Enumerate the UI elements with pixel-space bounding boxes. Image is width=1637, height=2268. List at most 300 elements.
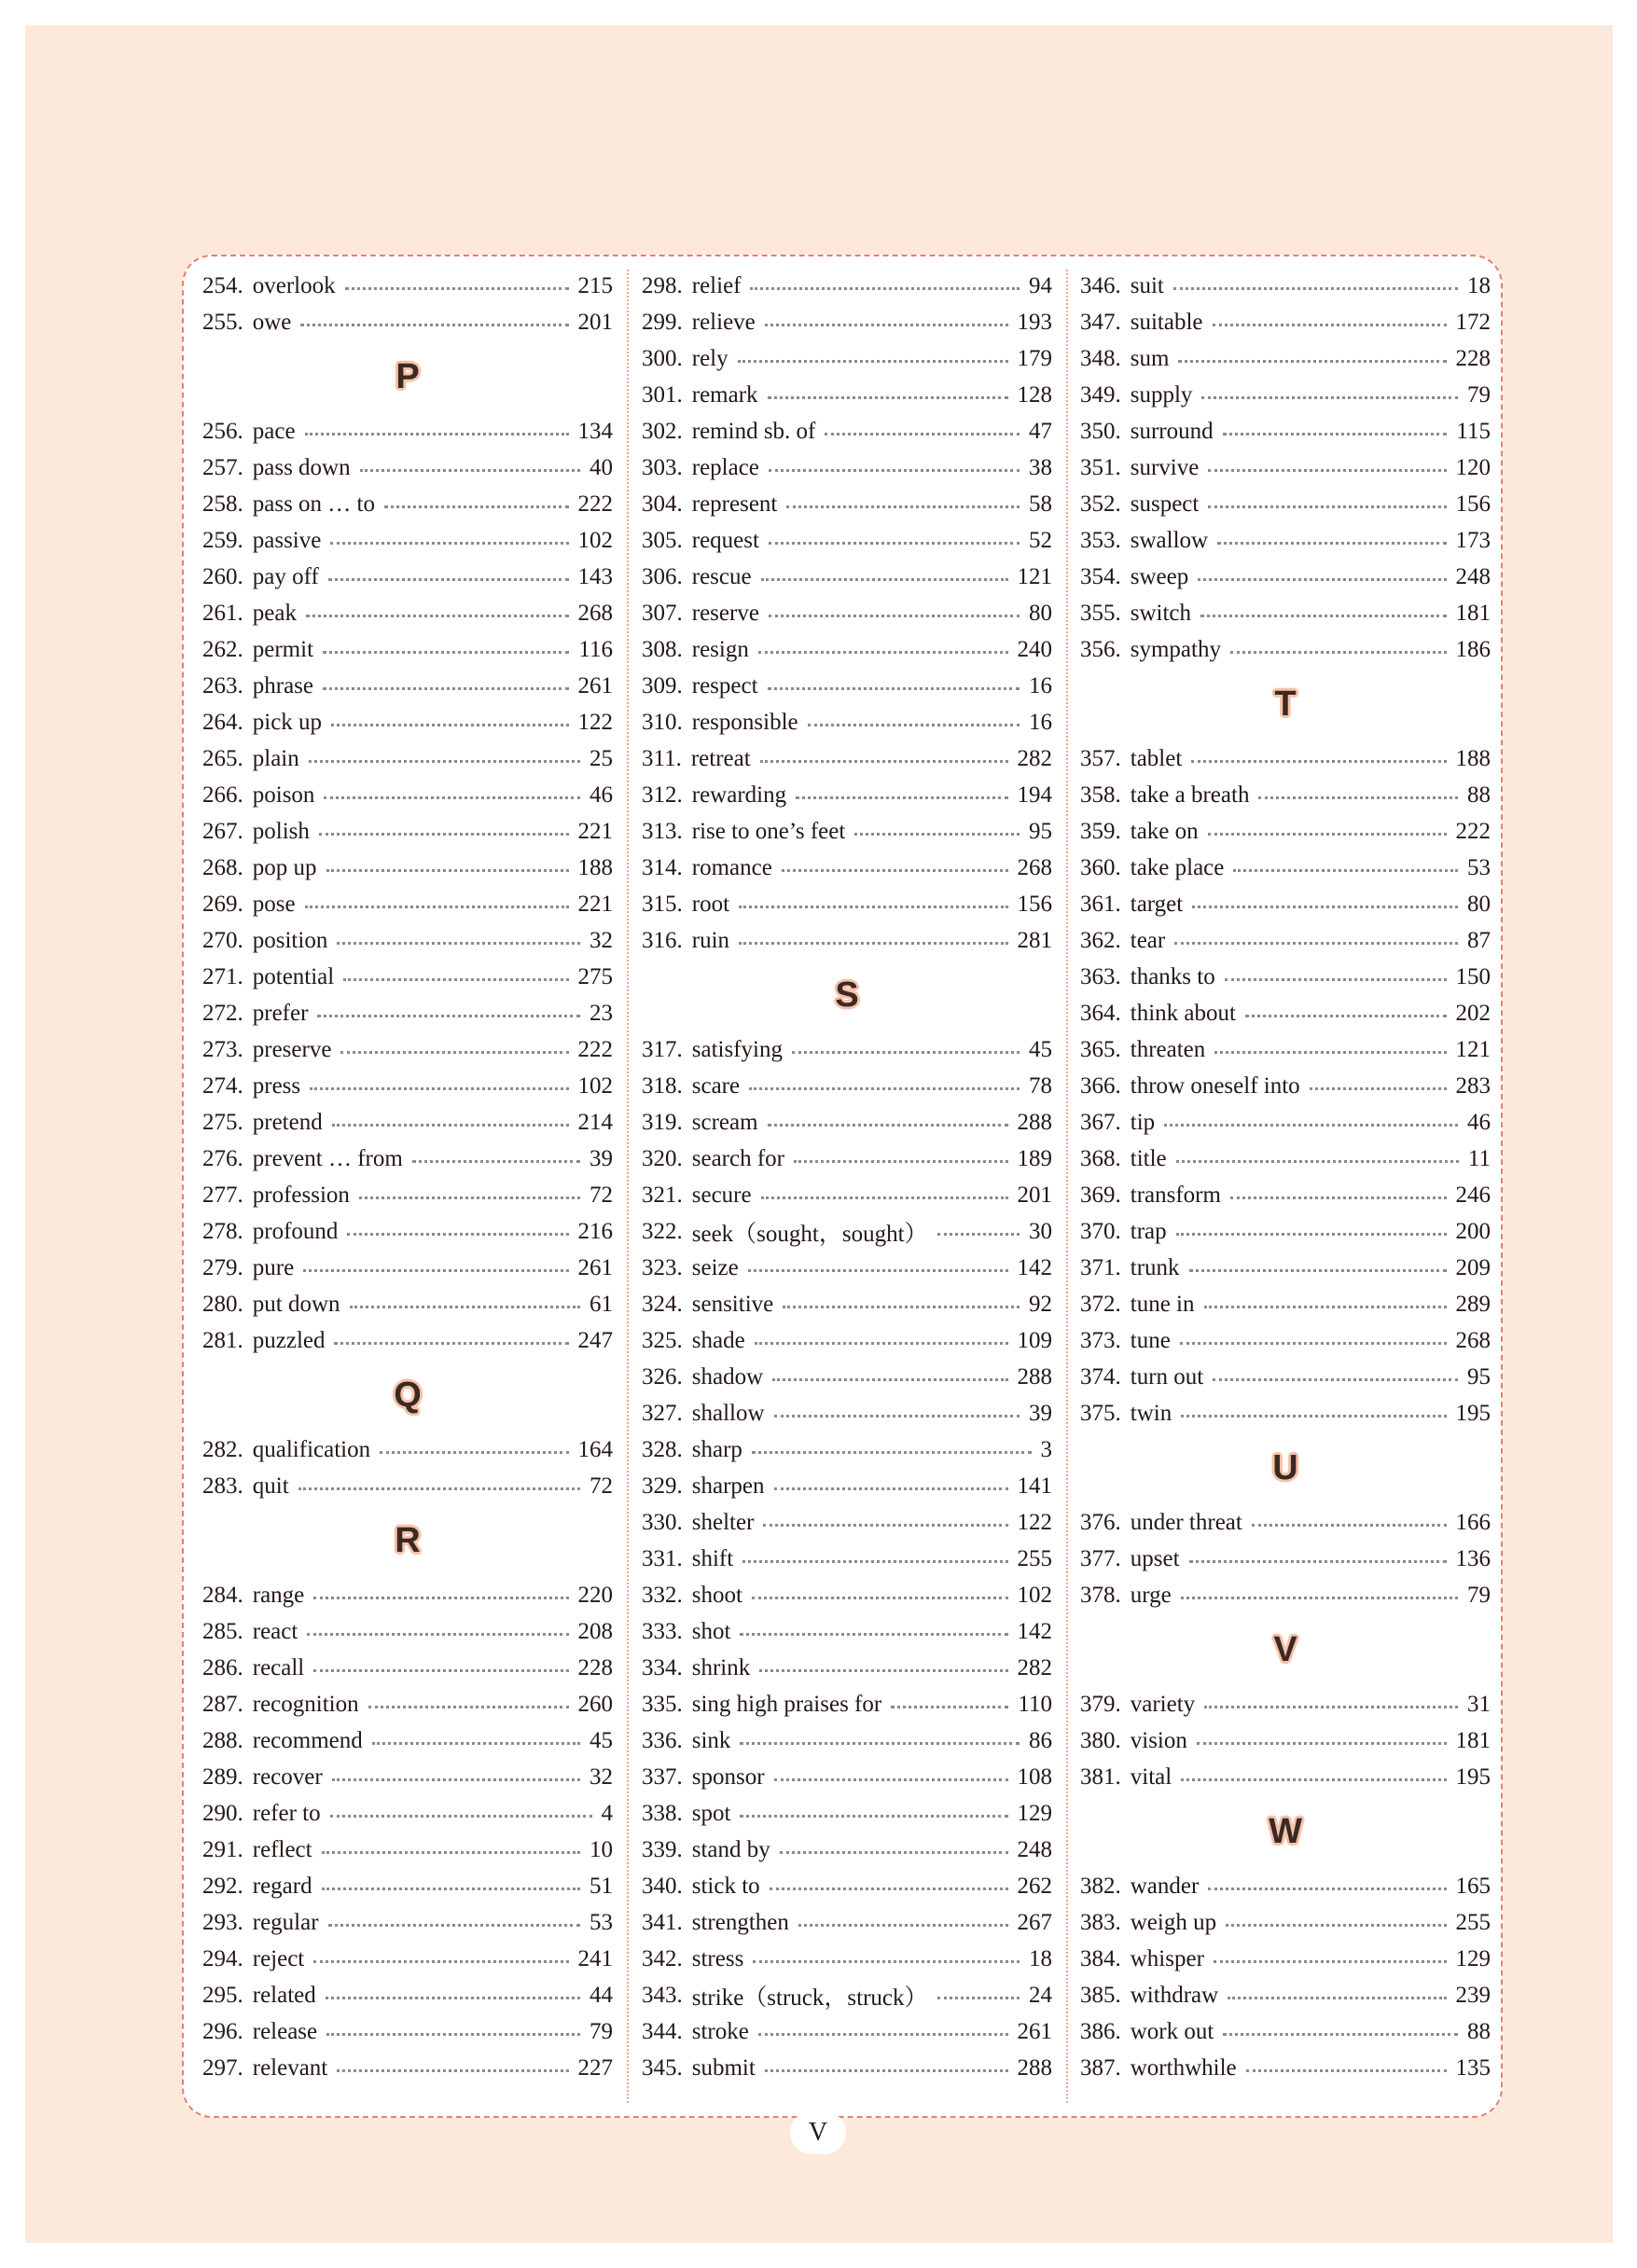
dot-leader: [1180, 1333, 1447, 1345]
entry-page: 87: [1467, 927, 1491, 953]
dot-leader: [783, 1296, 1020, 1308]
index-entry: [1080, 1322, 1491, 1359]
column-divider: [627, 270, 629, 2103]
entry-term: variety: [1130, 1691, 1196, 1717]
entry-page: 46: [590, 781, 613, 808]
dot-leader: [412, 1151, 580, 1163]
entry-number: 343.: [642, 1982, 683, 2008]
index-entry: [642, 1141, 1052, 1177]
dot-leader: [796, 787, 1007, 799]
dot-leader: [1208, 823, 1447, 836]
dot-leader: [1233, 860, 1458, 872]
entry-term: sympathy: [1130, 636, 1221, 662]
entry-page: 166: [1455, 1509, 1491, 1535]
entry-number: 378.: [1080, 1582, 1121, 1608]
entry-term: take on: [1130, 818, 1199, 844]
entry-page: 186: [1455, 636, 1491, 662]
entry-page: 38: [1029, 454, 1052, 480]
entry-page: 195: [1455, 1763, 1491, 1790]
entry-term: pretend: [252, 1109, 323, 1135]
index-entry: [1080, 486, 1491, 522]
index-entry: [1080, 1722, 1491, 1759]
index-entry: [1080, 1577, 1491, 1613]
entry-term: respect: [691, 672, 758, 698]
entry-page: 32: [590, 1763, 613, 1790]
entry-number: 277.: [202, 1182, 243, 1208]
index-entry: [1080, 1359, 1491, 1395]
index-entry: [202, 1904, 613, 1941]
entry-term: overlook: [252, 272, 336, 298]
index-entry: [1080, 1286, 1491, 1322]
index-entry: [202, 886, 613, 922]
entry-number: 263.: [202, 672, 243, 698]
dot-leader: [360, 460, 580, 472]
dot-leader: [317, 1005, 580, 1017]
dot-leader: [323, 642, 569, 654]
index-entry: [642, 668, 1052, 704]
dot-leader: [1181, 1769, 1446, 1781]
entry-page: 102: [577, 1072, 613, 1099]
entry-term: qualification: [252, 1436, 371, 1462]
dot-leader: [1204, 1696, 1458, 1708]
dot-leader: [1310, 1078, 1447, 1090]
entry-page: 88: [1467, 2018, 1491, 2044]
index-frame: [182, 255, 1503, 2118]
entry-page: 53: [1467, 854, 1491, 880]
section-letter: [1080, 1795, 1491, 1868]
entry-number: 297.: [202, 2054, 243, 2081]
dot-leader: [740, 1805, 1007, 1818]
index-entry: [642, 1613, 1052, 1650]
entry-page: 283: [1455, 1072, 1491, 1099]
entry-term: polish: [252, 818, 310, 844]
dot-leader: [1217, 532, 1446, 545]
index-entry: [1080, 813, 1491, 850]
entry-term: stroke: [691, 2018, 749, 2044]
entry-page: 25: [590, 745, 613, 771]
entry-number: 265.: [202, 745, 243, 771]
entry-term: trap: [1130, 1218, 1167, 1244]
entry-term: remind sb. of: [691, 418, 816, 444]
entry-term: stand by: [691, 1836, 770, 1862]
entry-number: 380.: [1080, 1727, 1121, 1753]
entry-term: reflect: [252, 1836, 312, 1862]
entry-number: 260.: [202, 563, 243, 589]
index-entry: [642, 486, 1052, 522]
entry-number: 309.: [642, 672, 683, 698]
entry-page: 282: [1017, 745, 1052, 771]
entry-term: rescue: [691, 563, 752, 589]
index-entry: [642, 886, 1052, 922]
dot-leader: [1208, 496, 1446, 508]
dot-leader: [742, 1551, 1007, 1563]
dot-leader: [1189, 1551, 1447, 1563]
entry-page: 200: [1455, 1218, 1491, 1244]
index-entry: [642, 413, 1052, 449]
dot-leader: [768, 1114, 1008, 1127]
section-letter-text: P: [395, 356, 420, 396]
entry-page: 16: [1029, 672, 1052, 698]
index-entry: [202, 1031, 613, 1068]
index-entry: [1080, 1177, 1491, 1213]
index-entry: [1080, 1759, 1491, 1795]
entry-term: quit: [252, 1473, 289, 1499]
entry-number: 322.: [642, 1218, 683, 1244]
entry-page: 80: [1029, 600, 1052, 626]
dot-leader: [786, 496, 1020, 508]
index-entry: [202, 413, 613, 449]
entry-page: 18: [1467, 272, 1491, 298]
dot-leader: [753, 1951, 1020, 1963]
entry-term: regard: [252, 1873, 312, 1899]
index-entry: [642, 522, 1052, 559]
index-entry: [1080, 1504, 1491, 1541]
entry-page: 261: [577, 672, 613, 698]
entry-number: 264.: [202, 709, 243, 735]
entry-page: 142: [1017, 1254, 1052, 1280]
entry-page: 121: [1017, 563, 1052, 589]
dot-leader: [1245, 1005, 1447, 1017]
entry-number: 318.: [642, 1072, 683, 1099]
entry-term: rely: [691, 345, 728, 371]
index-entry: [202, 1977, 613, 2013]
section-letter-text: U: [1272, 1447, 1298, 1487]
entry-number: 278.: [202, 1218, 243, 1244]
entry-number: 355.: [1080, 600, 1121, 626]
entry-number: 329.: [642, 1473, 683, 1499]
entry-number: 298.: [642, 272, 683, 298]
entry-number: 319.: [642, 1109, 683, 1135]
entry-term: owe: [252, 309, 292, 335]
index-entry: [642, 631, 1052, 668]
entry-number: 316.: [642, 927, 683, 953]
dot-leader: [1174, 933, 1458, 945]
entry-page: 23: [590, 1000, 613, 1026]
entry-number: 350.: [1080, 418, 1121, 444]
entry-page: 164: [577, 1436, 613, 1462]
entry-page: 156: [1455, 491, 1491, 517]
index-entry: [1080, 1250, 1491, 1286]
entry-page: 227: [577, 2054, 613, 2081]
entry-page: 194: [1017, 781, 1052, 808]
index-entry: [202, 850, 613, 886]
dot-leader: [1223, 423, 1448, 436]
entry-term: shade: [691, 1327, 745, 1353]
entry-term: stick to: [691, 1873, 760, 1899]
entry-number: 379.: [1080, 1691, 1121, 1717]
dot-leader: [1208, 1878, 1446, 1890]
entry-term: think about: [1130, 1000, 1236, 1026]
dot-leader: [350, 1296, 581, 1308]
dot-leader: [332, 1769, 580, 1781]
entry-term: suspect: [1130, 491, 1200, 517]
entry-page: 247: [577, 1327, 613, 1353]
index-entry: [202, 1141, 613, 1177]
dot-leader: [343, 969, 568, 981]
entry-page: 122: [1017, 1509, 1052, 1535]
entry-page: 141: [1017, 1473, 1052, 1499]
entry-number: 381.: [1080, 1763, 1121, 1790]
index-entry: [1080, 1395, 1491, 1431]
entry-page: 255: [1017, 1545, 1052, 1571]
entry-number: 256.: [202, 418, 243, 444]
index-entry: [642, 1031, 1052, 1068]
entry-number: 338.: [642, 1800, 683, 1826]
entry-number: 286.: [202, 1654, 243, 1680]
dot-leader: [313, 1660, 568, 1672]
dot-leader: [307, 1624, 568, 1636]
entry-page: 24: [1029, 1982, 1052, 2008]
entry-number: 323.: [642, 1254, 683, 1280]
entry-term: shoot: [691, 1582, 742, 1608]
entry-page: 150: [1455, 963, 1491, 989]
entry-number: 368.: [1080, 1145, 1121, 1171]
entry-term: shift: [691, 1545, 734, 1571]
dot-leader: [770, 1878, 1008, 1890]
index-entry: [642, 449, 1052, 486]
dot-leader: [769, 460, 1020, 472]
entry-number: 375.: [1080, 1400, 1121, 1426]
entry-number: 290.: [202, 1800, 243, 1826]
entry-term: pace: [252, 418, 296, 444]
index-entry: [202, 922, 613, 959]
entry-term: tune in: [1130, 1291, 1195, 1317]
entry-page: 281: [1017, 927, 1052, 953]
entry-page: 31: [1467, 1691, 1491, 1717]
dot-leader: [1258, 787, 1458, 799]
entry-number: 293.: [202, 1909, 243, 1935]
dot-leader: [313, 1951, 568, 1963]
dot-leader: [768, 678, 1020, 690]
index-entry: [642, 1286, 1052, 1322]
entry-term: tune: [1130, 1327, 1171, 1353]
entry-number: 306.: [642, 563, 683, 589]
dot-leader: [1230, 1187, 1447, 1199]
index-entry: [642, 340, 1052, 377]
entry-term: shadow: [691, 1363, 764, 1390]
entry-number: 352.: [1080, 491, 1121, 517]
dot-leader: [1214, 1951, 1447, 1963]
dot-leader: [1178, 351, 1446, 363]
entry-number: 335.: [642, 1691, 683, 1717]
dot-leader: [738, 351, 1008, 363]
dot-leader: [937, 1987, 1020, 1999]
entry-number: 359.: [1080, 818, 1121, 844]
entry-number: 320.: [642, 1145, 683, 1171]
entry-page: 32: [590, 927, 613, 953]
entry-page: 95: [1029, 818, 1052, 844]
entry-page: 275: [577, 963, 613, 989]
entry-term: puzzled: [252, 1327, 326, 1353]
index-entry: [642, 1468, 1052, 1504]
entry-number: 305.: [642, 527, 683, 553]
entry-term: suit: [1130, 272, 1164, 298]
entry-page: 267: [1017, 1909, 1052, 1935]
dot-leader: [372, 1733, 580, 1745]
entry-number: 348.: [1080, 345, 1121, 371]
dot-leader: [774, 1769, 1008, 1781]
entry-page: 11: [1467, 1145, 1491, 1171]
entry-page: 79: [1467, 1582, 1491, 1608]
entry-term: pay off: [252, 563, 319, 589]
index-entry: [202, 486, 613, 522]
entry-number: 274.: [202, 1072, 243, 1099]
entry-term: profound: [252, 1218, 339, 1244]
entry-number: 382.: [1080, 1873, 1121, 1899]
section-letter-text: Q: [394, 1375, 422, 1415]
entry-number: 258.: [202, 491, 243, 517]
entry-term: seek（sought，sought）: [691, 1221, 928, 1247]
index-entry: [642, 1832, 1052, 1868]
entry-term: refer to: [252, 1800, 321, 1826]
entry-page: 195: [1455, 1400, 1491, 1426]
index-entry: [642, 304, 1052, 340]
entry-page: 120: [1455, 454, 1491, 480]
entry-term: prefer: [252, 1000, 309, 1026]
entry-term: position: [252, 927, 328, 953]
index-entry: [642, 1686, 1052, 1722]
dot-leader: [1181, 1587, 1458, 1599]
entry-number: 301.: [642, 381, 683, 408]
entry-number: 272.: [202, 1000, 243, 1026]
index-entry: [202, 1322, 613, 1359]
entry-term: upset: [1130, 1545, 1180, 1571]
entry-page: 268: [577, 600, 613, 626]
dot-leader: [305, 896, 569, 908]
index-entry: [1080, 1104, 1491, 1141]
index-entry: [1080, 1941, 1491, 1977]
index-entry: [202, 522, 613, 559]
entry-number: 266.: [202, 781, 243, 808]
entry-term: whisper: [1130, 1945, 1204, 1971]
index-entry: [202, 959, 613, 995]
index-entry: [642, 1650, 1052, 1686]
entry-term: put down: [252, 1291, 340, 1317]
section-letter-text: V: [1273, 1629, 1297, 1669]
dot-leader: [752, 1587, 1008, 1599]
entry-term: range: [252, 1582, 305, 1608]
dot-leader: [300, 314, 568, 326]
index-entry: [202, 2050, 613, 2086]
index-entry: [642, 1068, 1052, 1104]
entry-number: 386.: [1080, 2018, 1121, 2044]
entry-term: submit: [691, 2054, 756, 2081]
entry-number: 315.: [642, 891, 683, 917]
index-entry: [202, 1832, 613, 1868]
index-entry: [1080, 1068, 1491, 1104]
index-entry: [642, 777, 1052, 813]
entry-page: 108: [1017, 1763, 1052, 1790]
entry-page: 72: [590, 1473, 613, 1499]
index-entry: [202, 1650, 613, 1686]
entry-number: 374.: [1080, 1363, 1121, 1390]
entry-term: passive: [252, 527, 322, 553]
entry-term: sing high praises for: [691, 1691, 882, 1717]
entry-term: pass down: [252, 454, 351, 480]
index-entry: [642, 377, 1052, 413]
dot-leader: [1191, 751, 1446, 763]
entry-term: relevant: [252, 2054, 328, 2081]
index-entry: [202, 631, 613, 668]
entry-number: 357.: [1080, 745, 1121, 771]
entry-term: shot: [691, 1618, 731, 1644]
entry-term: scare: [691, 1072, 741, 1099]
entry-term: take a breath: [1130, 781, 1250, 808]
entry-number: 310.: [642, 709, 683, 735]
index-entry: [642, 559, 1052, 595]
entry-term: weigh up: [1130, 1909, 1217, 1935]
entry-page: 53: [590, 1909, 613, 1935]
index-entry: [1080, 995, 1491, 1031]
dot-leader: [326, 860, 569, 872]
index-entry: [642, 1504, 1052, 1541]
entry-number: 346.: [1080, 272, 1121, 298]
entry-term: recall: [252, 1654, 305, 1680]
entry-number: 371.: [1080, 1254, 1121, 1280]
dot-leader: [1228, 1987, 1446, 1999]
entry-number: 300.: [642, 345, 683, 371]
entry-number: 308.: [642, 636, 683, 662]
entry-term: suitable: [1130, 309, 1203, 335]
entry-page: 260: [577, 1691, 613, 1717]
dot-leader: [1197, 1733, 1447, 1745]
entry-term: seize: [691, 1254, 739, 1280]
entry-number: 261.: [202, 600, 243, 626]
dot-leader: [1204, 1296, 1447, 1308]
dot-leader: [319, 823, 569, 836]
entry-number: 288.: [202, 1727, 243, 1753]
entry-number: 254.: [202, 272, 243, 298]
entry-term: root: [691, 891, 730, 917]
entry-page: 47: [1029, 418, 1052, 444]
index-entry: [202, 1613, 613, 1650]
index-entry: [642, 1250, 1052, 1286]
entry-number: 347.: [1080, 309, 1121, 335]
index-entry: [642, 268, 1052, 304]
entry-term: swallow: [1130, 527, 1209, 553]
index-entry: [202, 704, 613, 740]
index-entry: [642, 1213, 1052, 1250]
dot-leader: [303, 1260, 568, 1272]
entry-number: 295.: [202, 1982, 243, 2008]
entry-term: take place: [1130, 854, 1225, 880]
entry-number: 302.: [642, 418, 683, 444]
dot-leader: [324, 787, 580, 799]
dot-leader: [772, 1369, 1007, 1381]
entry-page: 78: [1029, 1072, 1052, 1099]
entry-term: surround: [1130, 418, 1214, 444]
entry-page: 246: [1455, 1182, 1491, 1208]
entry-number: 370.: [1080, 1218, 1121, 1244]
entry-page: 282: [1017, 1654, 1052, 1680]
dot-leader: [740, 1624, 1007, 1636]
entry-number: 349.: [1080, 381, 1121, 408]
index-entry: [1080, 377, 1491, 413]
dot-leader: [1200, 605, 1446, 617]
entry-term: reserve: [691, 600, 759, 626]
index-entry: [202, 2013, 613, 2050]
entry-number: 367.: [1080, 1109, 1121, 1135]
index-entry: [1080, 449, 1491, 486]
entry-number: 364.: [1080, 1000, 1121, 1026]
index-entry: [202, 1250, 613, 1286]
index-entry: [1080, 886, 1491, 922]
entry-term: tablet: [1130, 745, 1183, 771]
entry-term: secure: [691, 1182, 752, 1208]
index-entry: [1080, 959, 1491, 995]
entry-number: 314.: [642, 854, 683, 880]
entry-number: 271.: [202, 963, 243, 989]
